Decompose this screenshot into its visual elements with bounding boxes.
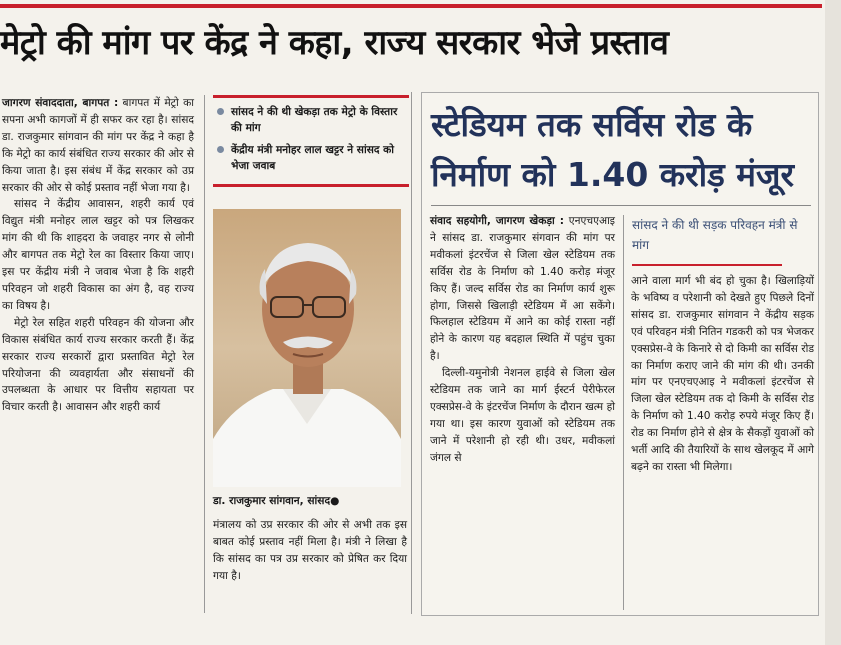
column-divider [623, 215, 624, 610]
column-divider [411, 92, 412, 614]
sub-story-para-2: दिल्ली-यमुनोत्री नेशनल हाईवे से जिला खेल स्टेडियम तक जाने का मार्ग ईस्टर्न पेरीफेरल एक्सप्रेस-वे के इंटरचेंज निर्माण के दौरान खत्म हो गया था। इस कारण युवाओं को स्टेडियम तक जाने में परेशानी हो रही थी। उधर, मवीकलां जंगल से [430, 367, 615, 464]
sub-story-tagline-rule [632, 264, 782, 266]
main-headline: मेट्रो की मांग पर केंद्र ने कहा, राज्य सरकार भेजे प्रस्ताव [0, 23, 669, 63]
adjacent-page-edge [825, 0, 841, 645]
highlight-text-1: सांसद ने की थी खेकड़ा तक मेट्रो के विस्तार की मांग [231, 106, 398, 134]
sub-story-dateline: संवाद सहयोगी, जागरण खेकड़ा : [430, 215, 565, 227]
bullet-dot-icon [217, 146, 224, 153]
sub-story-headline: स्टेडियम तक सर्विस रोड के निर्माण को 1.40 करोड़ मंजूर [431, 105, 795, 194]
highlight-item-2 [213, 142, 409, 174]
main-story-column-left [2, 95, 194, 416]
photo-caption: डा. राजकुमार सांगवान, सांसद● [213, 495, 340, 507]
column-divider [204, 95, 205, 613]
highlight-text-2: केंद्रीय मंत्री मनोहर लाल खट्टर ने सांसद को भेजा जवाब [231, 144, 395, 172]
highlights-top-rule [213, 95, 409, 98]
highlights-bottom-rule [213, 184, 409, 187]
sub-story-column-left [430, 213, 615, 467]
sub-story-rule [431, 205, 811, 206]
sub-story-tagline: सांसद ने की थी सड़क परिवहन मंत्री से मांग [632, 218, 798, 252]
portrait-photo [213, 209, 401, 487]
sub-story-text-1: एनएचएआइ ने सांसद डा. राजकुमार संगवान की मांग पर मवीकलां इंटरचेंज से जिला खेल स्टेडियम तक सर्विस रोड के निर्माण को 1.40 करोड़ मंजूर किए हैं। जल्द सर्विस रोड का निर्माण कार्य शुरू होगा, जिससे खिलाड़ी स्टेडियम में आ सकेंगे। फिलहाल स्टेडियम में आने का कोई रास्ता नहीं होने के कारण यह बदहाल स्थिति में पहुंच चुका है। [430, 215, 615, 363]
bullet-dot-icon [217, 108, 224, 115]
sub-story-column-right [631, 273, 814, 476]
sub-story-para-3: आने वाला मार्ग भी बंद हो चुका है। खिलाड़ियों के भविष्य व परेशानी को देखते हुए पिछले दिनों सांसद डा. राजकुमार सांगवान ने केंद्रीय सड़क एवं परिवहन मंत्री नितिन गडकरी को पत्र भेजकर एक्सप्रेस-वे के किनारे से दो किमी का सर्विस रोड का निर्माण कराए जाने की मांग की थी। उनकी मांग पर एनएचएआइ ने मवीकलां इंटरचेंज से जिला खेल स्टेडियम तक दो किमी के सर्विस रोड के निर्माण को 1.40 करोड़ रुपये मंजूर किए हैं। रोड का निर्माण होने से क्षेत्र के सैकड़ों युवाओं को भर्ती आदि की तैयारियों के साथ खेलकूद में आगे बढ़ने का रास्ता भी मिलेगा। [631, 275, 814, 473]
top-red-rule [0, 4, 822, 8]
main-story-para-2: सांसद ने केंद्रीय आवासन, शहरी कार्य एवं विद्युत मंत्री मनोहर लाल खट्टर को पत्र लिखकर मांग की थी कि शाहदरा के जवाहर नगर से लोनी और बागपत तक मेट्रो रेल का विस्तार किया जाए। इस पर केंद्रीय मंत्री ने जवाब भेजा है कि शहरी परिवहन जो शहरी विकास का अंग है, वह राज्य का विषय है। [2, 198, 194, 312]
main-story-continued-text: मंत्रालय को उप्र सरकार की ओर से अभी तक इस बाबत कोई प्रस्ताव नहीं मिला है। मंत्री ने लिखा है कि सांसद का पत्र उप्र सरकार को प्रेषित कर दिया गया है। [213, 519, 407, 582]
highlight-item-1 [213, 104, 409, 136]
main-story-dateline: जागरण संवाददाता, बागपत : [2, 97, 119, 109]
main-story-para-1 [2, 95, 194, 196]
main-story-text-1: बागपत में मेट्रो का सपना अभी कागजों में ही सफर कर रहा है। सांसद डा. राजकुमार सांगवान की मांग पर केंद्र ने कहा है कि मेट्रो का कार्य संबंधित राज्य सरकार की ओर से किया जाता है। इस संबंध में केंद्र सरकार को उप्र सरकार की ओर से कोई प्रस्ताव नहीं भेजा गया है। [2, 97, 194, 194]
highlights-box [213, 95, 409, 187]
main-story-para-3: मेट्रो रेल सहित शहरी परिवहन की योजना और विकास संबंधित कार्य राज्य सरकार करती हैं। केंद्र सरकार राज्य सरकारों द्वारा प्रस्तावित मेट्रो रेल परियोजना की व्यवहार्यता और संसाधनों की उपलब्धता के आधार पर वित्तीय सहायता पर विचार करती है। आवासन और शहरी कार्य [2, 316, 194, 414]
main-story-continued [213, 517, 407, 585]
sub-story-para-1 [430, 213, 615, 365]
mp-portrait-photo [213, 209, 401, 487]
